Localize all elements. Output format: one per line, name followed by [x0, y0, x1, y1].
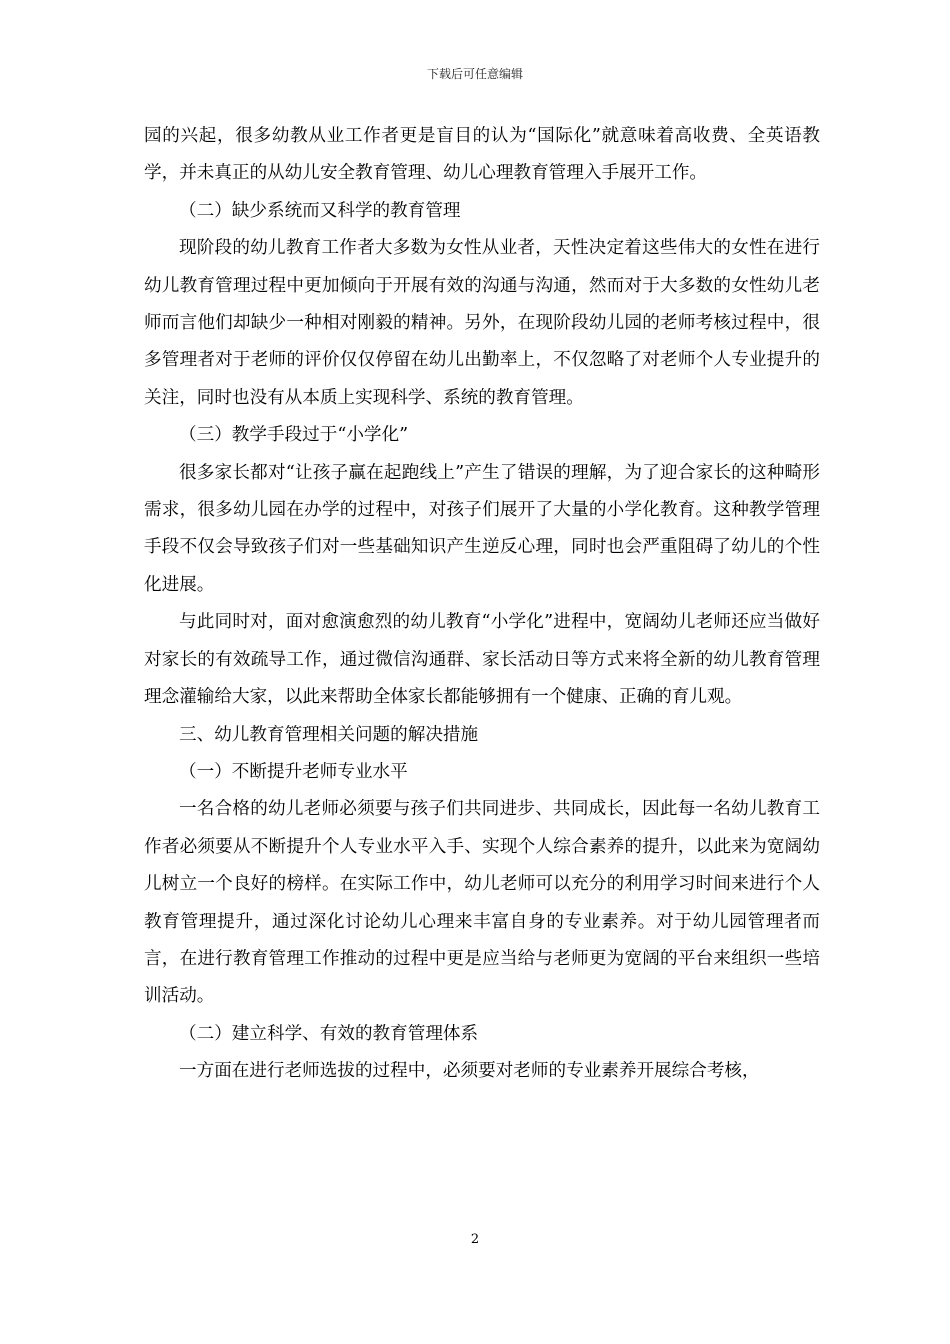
section-heading-3-2: （二）建立科学、有效的教育管理体系 — [179, 1023, 479, 1044]
page-header: 下载后可任意编辑 — [426, 67, 523, 81]
paragraph-2: 现阶段的幼儿教育工作者大多数为女性从业者，天性决定着这些伟大的女性在进行幼儿教育管理过程中更加倾向于开展有效的沟通与沟通，然而对于大多数的女性幼儿老师而言他们却缺少一种相对刚毅的精神。另外，在现阶段幼儿园的老师考核过程中，很多管理者对于老师的评价仅仅停留在幼儿出勤率上，不仅忽略了对老师个人专业提升的关注，同时也没有从本质上实现科学、系统的教育管理。 — [144, 238, 820, 408]
paragraph-6: 一方面在进行老师选拔的过程中，必须要对老师的专业素养开展综合考核， — [179, 1061, 760, 1082]
paragraph-3: 很多家长都对“让孩子赢在起跑线上”产生了错误的理解，为了迎合家长的这种畸形需求，很多幼儿园在办学的过程中，对孩子们展开了大量的小学化教育。这种教学管理手段不仅会导致孩子们对一些基础知识产生逆反心理，同时也会严重阻碍了幼儿的个性化进展。 — [144, 462, 820, 595]
document-body — [144, 118, 820, 1091]
section-heading-2: （二）缺少系统而又科学的教育管理 — [179, 200, 461, 221]
section-heading-3: （三）教学手段过于“小学化” — [179, 425, 409, 446]
chapter-heading-3: 三、幼儿教育管理相关问题的解决措施 — [179, 724, 479, 745]
paragraph-4: 与此同时对，面对愈演愈烈的幼儿教育“小学化”进程中，宽阔幼儿老师还应当做好对家长的有效疏导工作，通过微信沟通群、家长活动日等方式来将全新的幼儿教育管理理念灌输给大家，以此来帮助全体家长都能够拥有一个健康、正确的育儿观。 — [144, 612, 820, 708]
section-heading-3-1: （一）不断提升老师专业水平 — [179, 761, 408, 782]
paragraph-1: 园的兴起，很多幼教从业工作者更是盲目的认为“国际化”就意味着高收费、全英语教学，并未真正的从幼儿安全教育管理、幼儿心理教育管理入手展开工作。 — [144, 126, 820, 184]
page-number: 2 — [470, 1232, 480, 1247]
paragraph-5: 一名合格的幼儿老师必须要与孩子们共同进步、共同成长，因此每一名幼儿教育工作者必须要从不断提升个人专业水平入手、实现个人综合素养的提升，以此来为宽阔幼儿树立一个良好的榜样。在实际工作中，幼儿老师可以充分的利用学习时间来进行个人教育管理提升，通过深化讨论幼儿心理来丰富自身的专业素养。对于幼儿园管理者而言，在进行教育管理工作推动的过程中更是应当给与老师更为宽阔的平台来组织一些培训活动。 — [144, 799, 820, 1007]
